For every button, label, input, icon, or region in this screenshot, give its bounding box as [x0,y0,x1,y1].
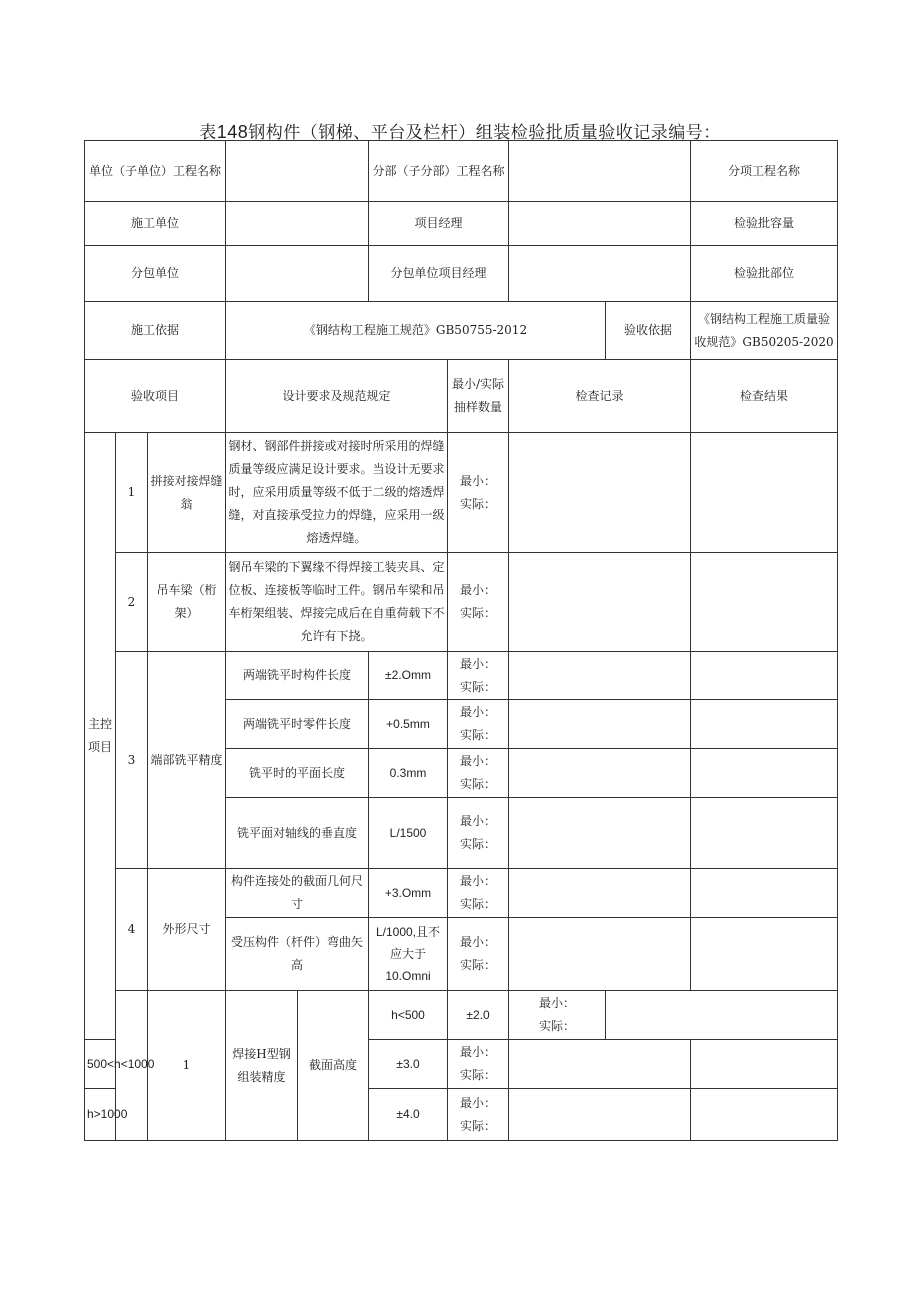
main-item-3-sub-2-value: +0.5mm [369,700,448,749]
main-item-2-record[interactable] [509,553,691,652]
main-item-3-name: 端部铣平精度 [148,652,226,869]
main-item-3-sub-1-result[interactable] [691,652,838,700]
general-item-1-range-2: 500<h<1000 [85,1040,116,1089]
actual-label: 实际： [460,1068,497,1082]
main-item-2-name: 吊车梁（桁架） [148,553,226,652]
main-item-4-sub-1 [85,869,838,918]
header-row-subcontractor [85,246,838,302]
main-item-4-sub-1-sample[interactable] [448,869,509,918]
column-header-row [85,360,838,433]
main-item-3-sub-1-value: ±2.Omm [369,652,448,700]
min-label: 最小： [460,705,497,719]
general-item-1-value-1: ±2.0 [448,991,509,1040]
actual-label: 实际： [460,496,497,511]
general-item-1-sub-label: 截面高度 [298,991,369,1141]
general-item-1-range-3: h>1000 [85,1089,116,1141]
header-row-basis [85,302,838,360]
general-item-1-result-2[interactable] [691,1040,838,1089]
main-item-4-sub-2-result[interactable] [691,918,838,991]
main-item-3-sub-2-record[interactable] [509,700,691,749]
min-label: 最小： [460,1045,497,1059]
min-label: 最小： [539,996,576,1010]
basis-value: 《钢结构工程施工规范》GB50755-2012 [226,302,606,360]
main-item-3-sub-3-value: 0.3mm [369,749,448,798]
main-item-3-sub-2-result[interactable] [691,700,838,749]
main-item-4-sub-2-value: L/1000,且不应大于10.Omni [369,918,448,991]
general-item-1-record-3[interactable] [509,1089,691,1141]
main-item-4-sub-2-desc: 受压构件（杆件）弯曲矢高 [226,918,369,991]
main-item-3-sub-4-value: L/1500 [369,798,448,869]
main-item-3-sub-3-result[interactable] [691,749,838,798]
contractor-value[interactable] [226,202,369,246]
actual-label: 实际： [460,897,497,911]
main-item-3-sub-4-record[interactable] [509,798,691,869]
acceptance-record-table [84,140,838,1141]
general-item-1-value-3: ±4.0 [369,1089,448,1141]
basis-label: 施工依据 [85,302,226,360]
main-item-3-sub-3-desc: 铣平时的平面长度 [226,749,369,798]
acceptance-label: 验收依据 [606,302,691,360]
main-item-3-sub-4-result[interactable] [691,798,838,869]
title-prefix: 表 [199,123,217,143]
col-result: 检查结果 [691,360,838,433]
general-item-1-sample-2[interactable] [448,1040,509,1089]
col-record: 检查记录 [509,360,691,433]
main-item-1-sample[interactable] [448,433,509,553]
actual-label: 实际： [460,958,497,972]
actual-label: 实际： [539,1019,576,1033]
main-item-4-sub-2-sample[interactable] [448,918,509,991]
min-label: 最小： [460,935,497,949]
actual-label: 实际： [460,606,497,620]
sub-pm-value[interactable] [509,246,691,302]
col-item: 验收项目 [85,360,226,433]
main-item-4-sub-1-value: +3.Omm [369,869,448,918]
main-item-4-sub-1-record[interactable] [509,869,691,918]
main-item-2-requirement: 钢吊车梁的下翼缘不得焊接工装夹具、定位板、连接板等临时工件。钢吊车梁和吊车桁架组装、焊接完成后在自重荷载下不允许有下挠。 [226,553,448,652]
general-item-1-range-1: h<500 [369,991,448,1040]
capacity-label: 检验批容量 [691,202,838,246]
pm-value[interactable] [509,202,691,246]
part-label: 检验批部位 [691,246,838,302]
main-item-1 [85,433,838,553]
main-item-2-result[interactable] [691,553,838,652]
col-sample: 最小/实际抽样数量 [448,360,509,433]
unit-value[interactable] [226,141,369,202]
main-item-2 [85,553,838,652]
main-item-3-sub-1 [85,652,838,700]
actual-label: 实际： [460,837,497,851]
title-text: 钢构件（钢梯、平台及栏杆）组装检验批质量验收记录编号： [248,123,721,143]
main-item-1-result[interactable] [691,433,838,553]
actual-label: 实际： [460,728,497,742]
min-label: 最小： [460,814,497,828]
subcontractor-label: 分包单位 [85,246,226,302]
main-item-4-sub-1-result[interactable] [691,869,838,918]
subcontractor-value[interactable] [226,246,369,302]
col-requirement: 设计要求及规范规定 [226,360,448,433]
unit-label: 单位（子单位）工程名称 [85,141,226,202]
general-item-1-value-2: ±3.0 [369,1040,448,1089]
general-item-1-result-3[interactable] [691,1089,838,1141]
main-item-3-sub-1-desc: 两端铣平时构件长度 [226,652,369,700]
main-item-3-sub-3-record[interactable] [509,749,691,798]
main-item-1-no: 1 [116,433,148,553]
main-item-3-sub-2-sample[interactable] [448,700,509,749]
actual-label: 实际： [460,777,497,791]
main-item-3-sub-3-sample[interactable] [448,749,509,798]
title-number: 148 [216,122,249,142]
main-item-2-no: 2 [116,553,148,652]
main-item-4-sub-2-record[interactable] [509,918,691,991]
contractor-label: 施工单位 [85,202,226,246]
actual-label: 实际： [460,1118,497,1133]
min-label: 最小： [460,1095,497,1110]
general-item-1-no: 1 [148,991,226,1141]
general-item-1-name: 焊接H型钢组装精度 [226,991,298,1141]
main-item-4-no: 4 [116,869,148,991]
general-item-1-row-1 [85,991,838,1040]
header-row-contractor [85,202,838,246]
main-item-1-name: 拼接对接焊缝翁 [148,433,226,553]
subdivision-label: 分部（子分部）工程名称 [369,141,509,202]
subdivision-value[interactable] [509,141,691,202]
actual-label: 实际： [460,679,497,694]
main-item-3-sub-2-desc: 两端铣平时零件长度 [226,700,369,749]
general-item-1-sample-3[interactable] [448,1089,509,1141]
sub-pm-label: 分包单位项目经理 [369,246,509,302]
main-control-category: 主控项目 [85,433,116,1040]
general-item-1-record-2[interactable] [509,1040,691,1089]
pm-label: 项目经理 [369,202,509,246]
main-item-3-sub-1-sample[interactable] [448,652,509,700]
acceptance-value: 《钢结构工程施工质量验收规范》GB50205-2020 [691,302,838,360]
main-item-4-name: 外形尺寸 [148,869,226,991]
main-item-4-sub-1-desc: 构件连接处的截面几何尺寸 [226,869,369,918]
min-label: 最小： [460,754,497,768]
min-label: 最小： [460,583,497,597]
main-item-1-requirement: 钢材、钢部件拼接或对接时所采用的焊缝质量等级应满足设计要求。当设计无要求时，应采用质量等级不低于二级的熔透焊缝，对直接承受拉力的焊缝，应采用一级熔透焊缝。 [226,433,448,553]
main-item-3-sub-1-record[interactable] [509,652,691,700]
main-item-2-sample[interactable] [448,553,509,652]
item-label: 分项工程名称 [691,141,838,202]
main-item-3-no: 3 [116,652,148,869]
main-item-1-record[interactable] [509,433,691,553]
general-item-1-record-1[interactable] [606,991,838,1040]
main-item-3-sub-4-desc: 铣平面对轴线的垂直度 [226,798,369,869]
header-row-unit [85,141,838,202]
main-item-3-sub-4-sample[interactable] [448,798,509,869]
min-label: 最小： [460,656,497,671]
min-label: 最小： [460,874,497,888]
min-label: 最小： [460,473,497,488]
general-item-1-sample-1[interactable] [509,991,606,1040]
